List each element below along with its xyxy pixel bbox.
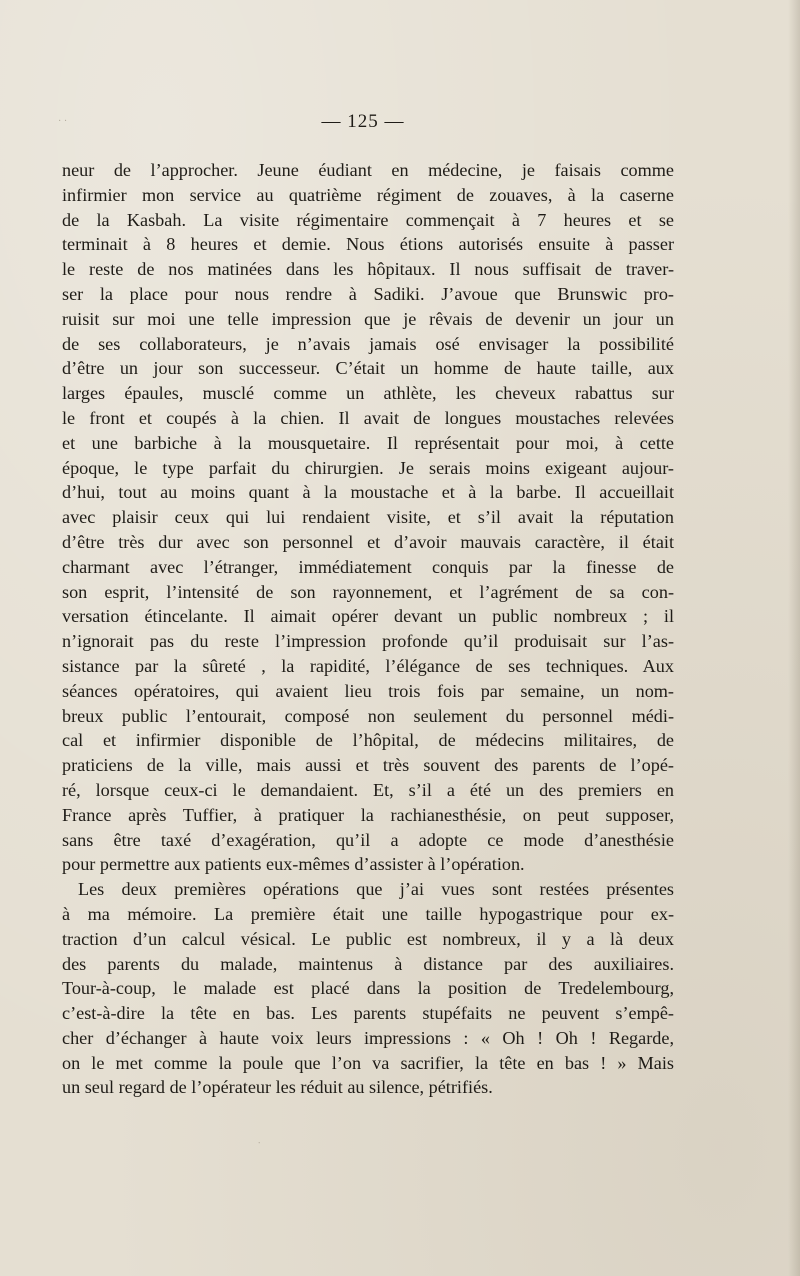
- body-text: [62, 158, 674, 1100]
- text-line: Tour-à-coup, le malade est placé dans la position de Tredelembourg,: [62, 978, 674, 999]
- text-line: d’être très dur avec son personnel et d’avoir mauvais caractère, il était: [62, 531, 674, 552]
- page-number: — 125 —: [321, 111, 405, 132]
- text-line: sistance par la sûreté , la rapidité, l’élégance de ses techniques. Aux: [62, 655, 674, 676]
- text-line: versation étincelante. Il aimait opérer devant un public nombreux ; il: [62, 606, 674, 627]
- text-line: de la Kasbah. La visite régimentaire commençait à 7 heures et se: [62, 209, 674, 230]
- text-line: son esprit, l’intensité de son rayonnement, et l’agrément de sa con-: [62, 581, 674, 602]
- text-line: France après Tuffier, à pratiquer la rachianesthésie, on peut supposer,: [62, 804, 674, 825]
- text-line: d’être un jour son successeur. C’était un homme de haute taille, aux: [62, 358, 674, 379]
- text-line: charmant avec l’étranger, immédiatement conquis par la finesse de: [62, 556, 674, 577]
- text-line: des parents du malade, maintenus à distance par des auxiliaires.: [62, 953, 674, 974]
- text-line: breux public l’entourait, composé non seulement du personnel médi-: [62, 705, 674, 726]
- text-line: ré, lorsque ceux-ci le demandaient. Et, s’il a été un des premiers en: [62, 779, 674, 800]
- text-line: on le met comme la poule que l’on va sacrifier, la tête en bas ! » Mais: [62, 1052, 674, 1073]
- text-line: et une barbiche à la mousquetaire. Il représentait pour moi, à cette: [62, 432, 674, 453]
- text-line: époque, le type parfait du chirurgien. Je serais moins exigeant aujour-: [62, 457, 674, 478]
- text-line: terminait à 8 heures et demie. Nous étions autorisés ensuite à passer: [62, 234, 674, 255]
- text-line: c’est-à-dire la tête en bas. Les parents stupéfaits ne peuvent s’empê-: [62, 1003, 674, 1024]
- text-line: cal et infirmier disponible de l’hôpital, de médecins militaires, de: [62, 730, 674, 751]
- text-line: ruisit sur moi une telle impression que je rêvais de devenir un jour un: [62, 308, 674, 329]
- text-line: n’ignorait pas du reste l’impression profonde qu’il produisait sur l’as-: [62, 631, 674, 652]
- page-edge-shadow: [788, 0, 800, 1276]
- text-line: praticiens de la ville, mais aussi et très souvent des parents de l’opé-: [62, 755, 674, 776]
- text-line: cher d’échanger à haute voix leurs impressions : « Oh ! Oh ! Regarde,: [62, 1027, 674, 1048]
- text-line: d’hui, tout au moins quant à la moustache et à la barbe. Il accueillait: [62, 482, 674, 503]
- text-line: pour permettre aux patients eux-mêmes d’assister à l’opération.: [62, 854, 525, 875]
- text-line: le front et coupés à la chien. Il avait de longues moustaches relevées: [62, 407, 674, 428]
- paragraph: [62, 158, 674, 877]
- text-line: Les deux premières opérations que j’ai vues sont restées présentes: [78, 879, 674, 900]
- text-line: de ses collaborateurs, je n’avais jamais osé envisager la possibilité: [62, 333, 674, 354]
- text-line: traction d’un calcul vésical. Le public est nombreux, il y a là deux: [62, 928, 674, 949]
- text-line: séances opératoires, qui avaient lieu trois fois par semaine, un nom-: [62, 680, 674, 701]
- text-line: infirmier mon service au quatrième régiment de zouaves, à la caserne: [62, 184, 674, 205]
- text-line: à ma mémoire. La première était une taille hypogastrique pour ex-: [62, 903, 674, 924]
- text-line: le reste de nos matinées dans les hôpitaux. Il nous suffisait de traver-: [62, 259, 674, 280]
- text-line: ser la place pour nous rendre à Sadiki. J’avoue que Brunswic pro-: [62, 283, 674, 304]
- text-line: sans être taxé d’exagération, qu’il a adopte ce mode d’anesthésie: [62, 829, 674, 850]
- paragraph: [62, 877, 674, 1100]
- paper-speck: · ·: [58, 116, 68, 127]
- paper-speck: ∙: [258, 1138, 261, 1149]
- text-line: larges épaules, musclé comme un athlète, les cheveux rabattus sur: [62, 383, 674, 404]
- text-line: avec plaisir ceux qui lui rendaient visite, et s’il avait la réputation: [62, 507, 674, 528]
- text-line: un seul regard de l’opérateur les réduit au silence, pétrifiés.: [62, 1077, 493, 1098]
- text-line: neur de l’approcher. Jeune éudiant en médecine, je faisais comme: [62, 160, 674, 180]
